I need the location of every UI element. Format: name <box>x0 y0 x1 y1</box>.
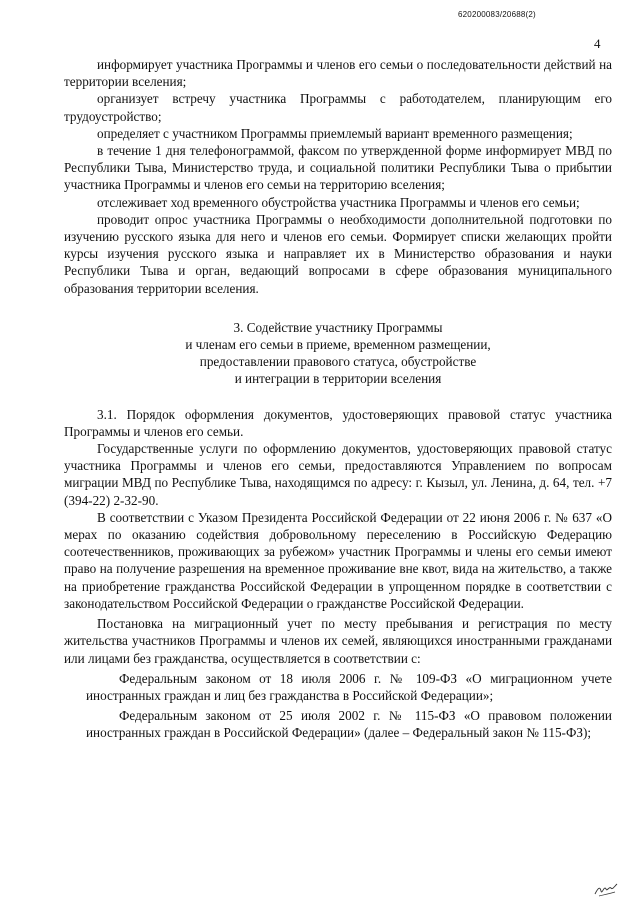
page-number: 4 <box>594 36 601 51</box>
paragraph: Постановка на миграционный учет по месту пребывания и регистрация по месту жительства участников Программы и членов их семей, являющихся иностранными гражданами или лицами без гражданства, осуществляется в соответствии с: <box>64 616 612 666</box>
paragraph: Государственные услуги по оформлению документов, удостоверяющих правовой статус участника Программы и членов его семьи, предоставляются Управлением по вопросам миграции МВД по Республике Тыва, находящимся по адресу: г. Кызыл, ул. Ленина, д. 64, тел. +7 (394-22) 2-32-90. <box>64 441 612 508</box>
paragraph: в течение 1 дня телефонограммой, факсом по утвержденной форме информирует МВД по Республики Тыва, Министерство труда, и социальной политики Республики Тыва о прибытии участника Программы и членов его семьи на территорию вселения; <box>64 143 612 193</box>
law-item: Федеральным законом от 25 июля 2002 г. № 115-ФЗ «О правовом положении иностранных граждан в Российской Федерации» (далее – Федеральный закон № 115-ФЗ); <box>86 708 612 741</box>
section-heading <box>64 319 612 388</box>
paragraph: информирует участника Программы и членов его семьи о последовательности действий на территории вселения; <box>64 57 612 90</box>
section-heading-line: и интеграции в территории вселения <box>234 371 442 387</box>
law-item: Федеральным законом от 18 июля 2006 г. № 109-ФЗ «О миграционном учете иностранных граждан и лиц без гражданства в Российской Федерации»; <box>86 670 612 703</box>
paragraph: 3.1. Порядок оформления документов, удостоверяющих правовой статус участника Программы и членов его семьи. <box>64 406 612 439</box>
document-body <box>64 56 612 742</box>
document-id: 620200083/20688(2) <box>458 10 536 19</box>
paragraph: организует встречу участника Программы с работодателем, планирующим его трудоустройство; <box>64 91 612 124</box>
section-heading-line: предоставлении правового статуса, обустройстве <box>199 354 477 370</box>
paragraph: В соответствии с Указом Президента Российской Федерации от 22 июня 2006 г. № 637 «О мерах по оказанию содействия добровольному переселению в Российскую Федерацию соотечественников, проживающих за рубежом» участник Программы и члены его семьи имеют право на получение разрешения на временное проживание вне квот, вида на жительство, а также на приобретение гражданства Российской Федерации в упрощенном порядке в соответствии с законодательством Российской Федерации о гражданстве Российской Федерации. <box>64 509 612 611</box>
signature-mark <box>593 880 619 898</box>
section-heading-line: и членам его семьи в приеме, временном размещении, <box>185 337 491 353</box>
section-heading-line: 3. Содействие участнику Программы <box>233 319 443 335</box>
paragraph: определяет с участником Программы приемлемый вариант временного размещения; <box>97 125 573 141</box>
paragraph: проводит опрос участника Программы о необходимости дополнительной подготовки по изучению русского языка для него и членов его семьи. Формирует списки желающих пройти курсы изучения русского языка и направляет их в Министерство образования и науки Республики Тыва и орган, ведающий вопросами в сфере образования муниципального образования территории вселения. <box>64 211 612 296</box>
paragraph: отслеживает ход временного обустройства участника Программы и членов его семьи; <box>97 194 580 210</box>
